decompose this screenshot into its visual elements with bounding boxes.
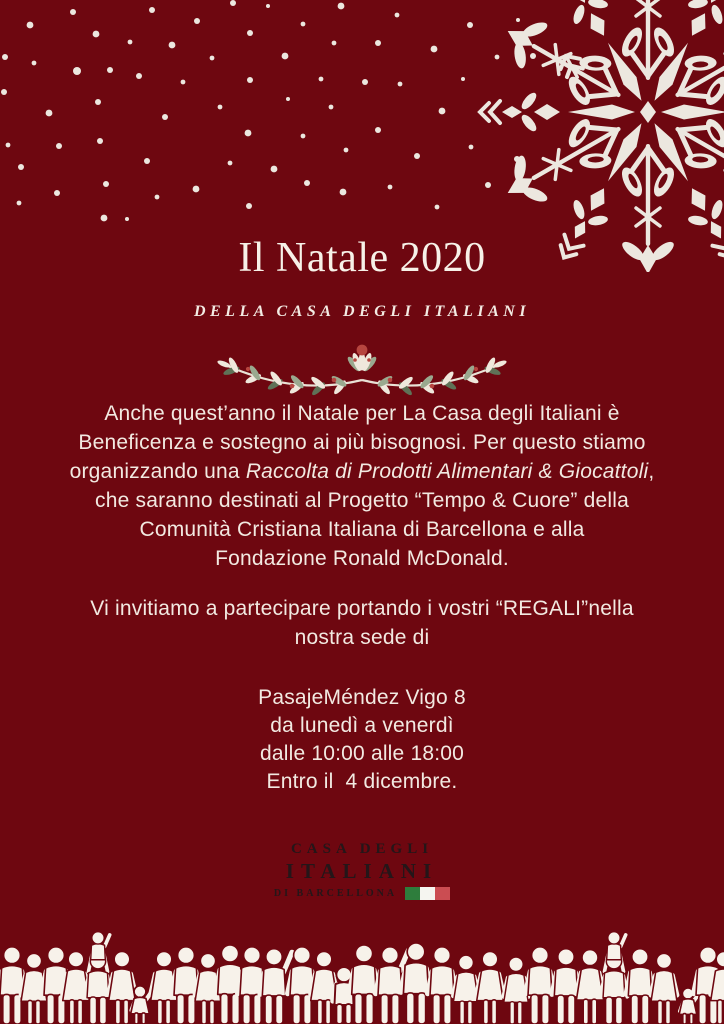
logo-location: DI BARCELLONA <box>273 888 398 899</box>
intro-line: Comunità Cristiana Italiana di Barcellona e alla <box>139 518 585 541</box>
intro-line: organizzando una Raccolta di Prodotti Alimentari & Giocattoli, <box>69 460 655 483</box>
invite-line: nostra sede di <box>294 626 430 649</box>
page-subtitle: DELLA CASA DEGLI ITALIANI <box>193 303 531 320</box>
details-block <box>0 684 724 796</box>
casa-degli-italiani-logo <box>0 841 724 900</box>
italian-flag-icon <box>405 887 450 900</box>
intro-line: Beneficenza e sostegno ai più bisognosi. Per questo stiamo <box>78 431 646 454</box>
invite-paragraph <box>0 594 724 652</box>
intro-line: che saranno destinati al Progetto “Tempo & Cuore” della <box>95 489 629 512</box>
page-title: Il Natale 2020 <box>238 235 486 281</box>
garland-icon <box>212 336 512 400</box>
top-decoration <box>0 0 724 272</box>
invite-line: Vi invitiamo a partecipare portando i vostri “REGALI”nella <box>90 597 634 620</box>
hours-line: dalle 10:00 alle 18:00 <box>259 742 465 765</box>
deadline-line: Entro il 4 dicembre. <box>266 770 458 793</box>
flag-red-stripe <box>435 887 450 900</box>
intro-line: Fondazione Ronald McDonald. <box>215 547 509 570</box>
snowflake-icon <box>480 0 724 272</box>
intro-line: Anche quest’anno il Natale per La Casa degli Italiani è <box>104 402 620 425</box>
days-line: da lunedì a venerdì <box>270 714 454 737</box>
flag-white-stripe <box>420 887 435 900</box>
logo-line-2: ITALIANI <box>285 859 439 883</box>
address-line: PasajeMéndez Vigo 8 <box>258 686 466 709</box>
logo-line-1: CASA DEGLI <box>290 841 434 857</box>
person-figures <box>0 932 724 1024</box>
intro-paragraph <box>0 399 724 573</box>
snow-dots <box>1 0 536 221</box>
people-crowd <box>0 924 724 1024</box>
flag-green-stripe <box>405 887 420 900</box>
